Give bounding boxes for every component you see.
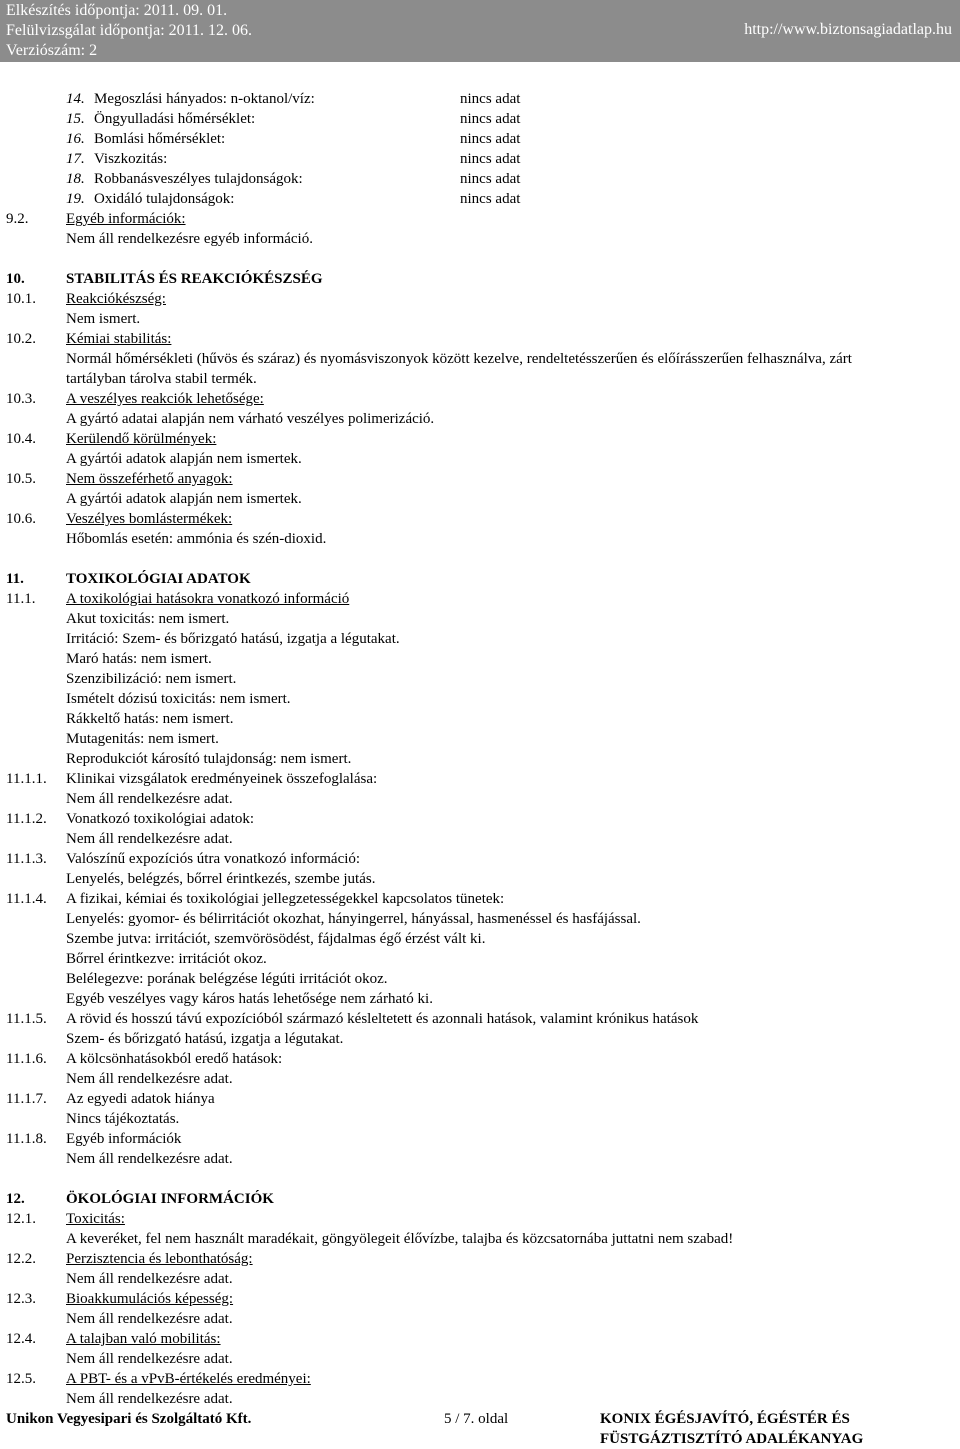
section-text: Lenyelés, belégzés, bőrrel érintkezés, szembe jutás.	[66, 871, 376, 887]
section-text: Nincs tájékoztatás.	[66, 1111, 180, 1127]
section-number: 11.1.4.	[6, 891, 47, 907]
section-title: Perzisztencia és lebonthatóság:	[66, 1251, 253, 1267]
section-title: Az egyedi adatok hiánya	[66, 1091, 215, 1107]
section-number: 11.1.1.	[6, 771, 47, 787]
section-title: Bioakkumulációs képesség:	[66, 1291, 234, 1307]
section-text: A gyártói adatok alapján nem ismertek.	[66, 491, 302, 507]
section-text: Nem áll rendelkezésre adat.	[66, 1311, 233, 1327]
section-text: Lenyelés: gyomor- és bélirritációt okozhat, hányingerrel, hányással, hasmenéssel és hasfájással.	[66, 911, 641, 927]
section-text: Nem áll rendelkezésre adat.	[66, 1351, 233, 1367]
section-text: Nem áll rendelkezésre adat.	[66, 1391, 233, 1407]
section-number: 11.1.7.	[6, 1091, 47, 1107]
section-text: Normál hőmérsékleti (hűvös és száraz) és nyomásviszonyok között kezelve, rendeltetésszerűen és előírásszerűen felhasználva, zárt	[66, 351, 852, 367]
section-text: Szem- és bőrizgató hatású, izgatja a légutakat.	[66, 1031, 344, 1047]
property-num: 19.	[66, 191, 85, 207]
version-number: Verziószám: 2	[6, 42, 98, 59]
section-text: tartályban tárolva stabil termék.	[66, 371, 257, 387]
section-title: Nem összeférhető anyagok:	[66, 471, 233, 487]
section-title: Reakciókészség:	[66, 291, 166, 307]
property-value: nincs adat	[460, 191, 521, 207]
section-text: Nem áll rendelkezésre adat.	[66, 791, 233, 807]
section-text: Nem áll rendelkezésre adat.	[66, 1271, 233, 1287]
property-label: Oxidáló tulajdonságok:	[94, 191, 235, 207]
section-title: A talajban való mobilitás:	[66, 1331, 221, 1347]
section-text: Maró hatás: nem ismert.	[66, 651, 212, 667]
section-text: Nem áll rendelkezésre egyéb információ.	[66, 231, 313, 247]
property-num: 16.	[66, 131, 85, 147]
section-number: 10.	[6, 271, 25, 287]
property-num: 14.	[66, 91, 85, 107]
section-text: A gyártó adatai alapján nem várható veszélyes polimerizáció.	[66, 411, 435, 427]
section-title: Veszélyes bomlástermékek:	[66, 511, 233, 527]
footer-company: Unikon Vegyesipari és Szolgáltató Kft.	[6, 1411, 252, 1427]
section-heading: ÖKOLÓGIAI INFORMÁCIÓK	[66, 1191, 274, 1207]
section-number: 10.2.	[6, 331, 36, 347]
section-text: Bőrrel érintkezve: irritációt okoz.	[66, 951, 267, 967]
section-number: 11.	[6, 571, 24, 587]
section-number: 10.1.	[6, 291, 36, 307]
property-label: Bomlási hőmérséklet:	[94, 131, 226, 147]
section-number: 12.2.	[6, 1251, 36, 1267]
section-text: Egyéb veszélyes vagy káros hatás lehetősége nem zárható ki.	[66, 991, 433, 1007]
section-number: 12.4.	[6, 1331, 36, 1347]
section-title: A PBT- és a vPvB-értékelés eredményei:	[66, 1371, 311, 1387]
property-label: Viszkozitás:	[94, 151, 168, 167]
section-heading: STABILITÁS ÉS REAKCIÓKÉSZSÉG	[66, 271, 323, 287]
section-number: 11.1.5.	[6, 1011, 47, 1027]
section-text: Hőbomlás esetén: ammónia és szén-dioxid.	[66, 531, 327, 547]
section-number: 12.	[6, 1191, 25, 1207]
property-num: 15.	[66, 111, 85, 127]
section-text: A gyártói adatok alapján nem ismertek.	[66, 451, 302, 467]
property-value: nincs adat	[460, 111, 521, 127]
section-title: Egyéb információk	[66, 1131, 182, 1147]
section-text: Nem áll rendelkezésre adat.	[66, 1071, 233, 1087]
section-heading: TOXIKOLÓGIAI ADATOK	[66, 571, 251, 587]
section-text: Reprodukciót károsító tulajdonság: nem ismert.	[66, 751, 352, 767]
section-number: 11.1.2.	[6, 811, 47, 827]
section-title: A veszélyes reakciók lehetősége:	[66, 391, 264, 407]
section-text: Irritáció: Szem- és bőrizgató hatású, izgatja a légutakat.	[66, 631, 400, 647]
section-title: A fizikai, kémiai és toxikológiai jellegzetességekkel kapcsolatos tünetek:	[66, 891, 505, 907]
section-title: Kerülendő körülmények:	[66, 431, 217, 447]
section-number: 11.1.	[6, 591, 36, 607]
section-text: Belélegezve: porának belégzése légúti irritációt okoz.	[66, 971, 388, 987]
section-title: A toxikológiai hatásokra vonatkozó információ	[66, 591, 350, 607]
revision-date: Felülvizsgálat időpontja: 2011. 12. 06.	[6, 22, 253, 39]
section-number: 11.1.8.	[6, 1131, 47, 1147]
footer-product-name	[600, 1409, 863, 1449]
section-title: Valószínű expozíciós útra vonatkozó információ:	[66, 851, 361, 867]
property-value: nincs adat	[460, 171, 521, 187]
property-label: Megoszlási hányados: n-oktanol/víz:	[94, 91, 315, 107]
section-title: A rövid és hosszú távú expozícióból származó késleltetett és azonnali hatások, valamint krónikus hatások	[66, 1011, 699, 1027]
section-number: 11.1.3.	[6, 851, 47, 867]
section-number: 10.3.	[6, 391, 36, 407]
section-number: 12.5.	[6, 1371, 36, 1387]
footer-product-line: KONIX ÉGÉSJAVÍTÓ, ÉGÉSTÉR ÉS	[600, 1411, 850, 1427]
section-number: 12.1.	[6, 1211, 36, 1227]
footer-product-line: FÜSTGÁZTISZTÍTÓ ADALÉKANYAG	[600, 1431, 864, 1447]
section-text: Ismételt dózisú toxicitás: nem ismert.	[66, 691, 291, 707]
section-number: 10.5.	[6, 471, 36, 487]
property-value: nincs adat	[460, 131, 521, 147]
section-title: Kémiai stabilitás:	[66, 331, 172, 347]
section-number: 10.4.	[6, 431, 36, 447]
section-number: 11.1.6.	[6, 1051, 47, 1067]
section-title: Vonatkozó toxikológiai adatok:	[66, 811, 255, 827]
property-value: nincs adat	[460, 91, 521, 107]
property-num: 18.	[66, 171, 85, 187]
section-number: 12.3.	[6, 1291, 36, 1307]
section-text: Szenzibilizáció: nem ismert.	[66, 671, 237, 687]
section-text: Nem áll rendelkezésre adat.	[66, 1151, 233, 1167]
section-text: Rákkeltő hatás: nem ismert.	[66, 711, 234, 727]
section-title: Egyéb információk:	[66, 211, 186, 227]
property-value: nincs adat	[460, 151, 521, 167]
section-text: Mutagenitás: nem ismert.	[66, 731, 219, 747]
footer-page-number: 5 / 7. oldal	[444, 1411, 509, 1427]
created-date: Elkészítés időpontja: 2011. 09. 01.	[6, 2, 228, 19]
section-number: 10.6.	[6, 511, 36, 527]
property-label: Robbanásveszélyes tulajdonságok:	[94, 171, 303, 187]
property-num: 17.	[66, 151, 85, 167]
section-title: Klinikai vizsgálatok eredményeinek összefoglalása:	[66, 771, 378, 787]
header-url-link[interactable]: http://www.biztonsagiadatlap.hu	[744, 21, 952, 38]
page-header-bar	[0, 0, 960, 62]
property-label: Öngyulladási hőmérséklet:	[94, 111, 256, 127]
section-text: Szembe jutva: irritációt, szemvörösödést, fájdalmas égő érzést vált ki.	[66, 931, 486, 947]
section-text: Nem áll rendelkezésre adat.	[66, 831, 233, 847]
section-text: A keveréket, fel nem használt maradékait, göngyölegeit élővízbe, talajba és közcsatornába juttatni nem szabad!	[66, 1231, 734, 1247]
section-title: Toxicitás:	[66, 1211, 125, 1227]
section-number: 9.2.	[6, 211, 29, 227]
section-title: A kölcsönhatásokból eredő hatások:	[66, 1051, 283, 1067]
section-text: Akut toxicitás: nem ismert.	[66, 611, 230, 627]
section-text: Nem ismert.	[66, 311, 141, 327]
